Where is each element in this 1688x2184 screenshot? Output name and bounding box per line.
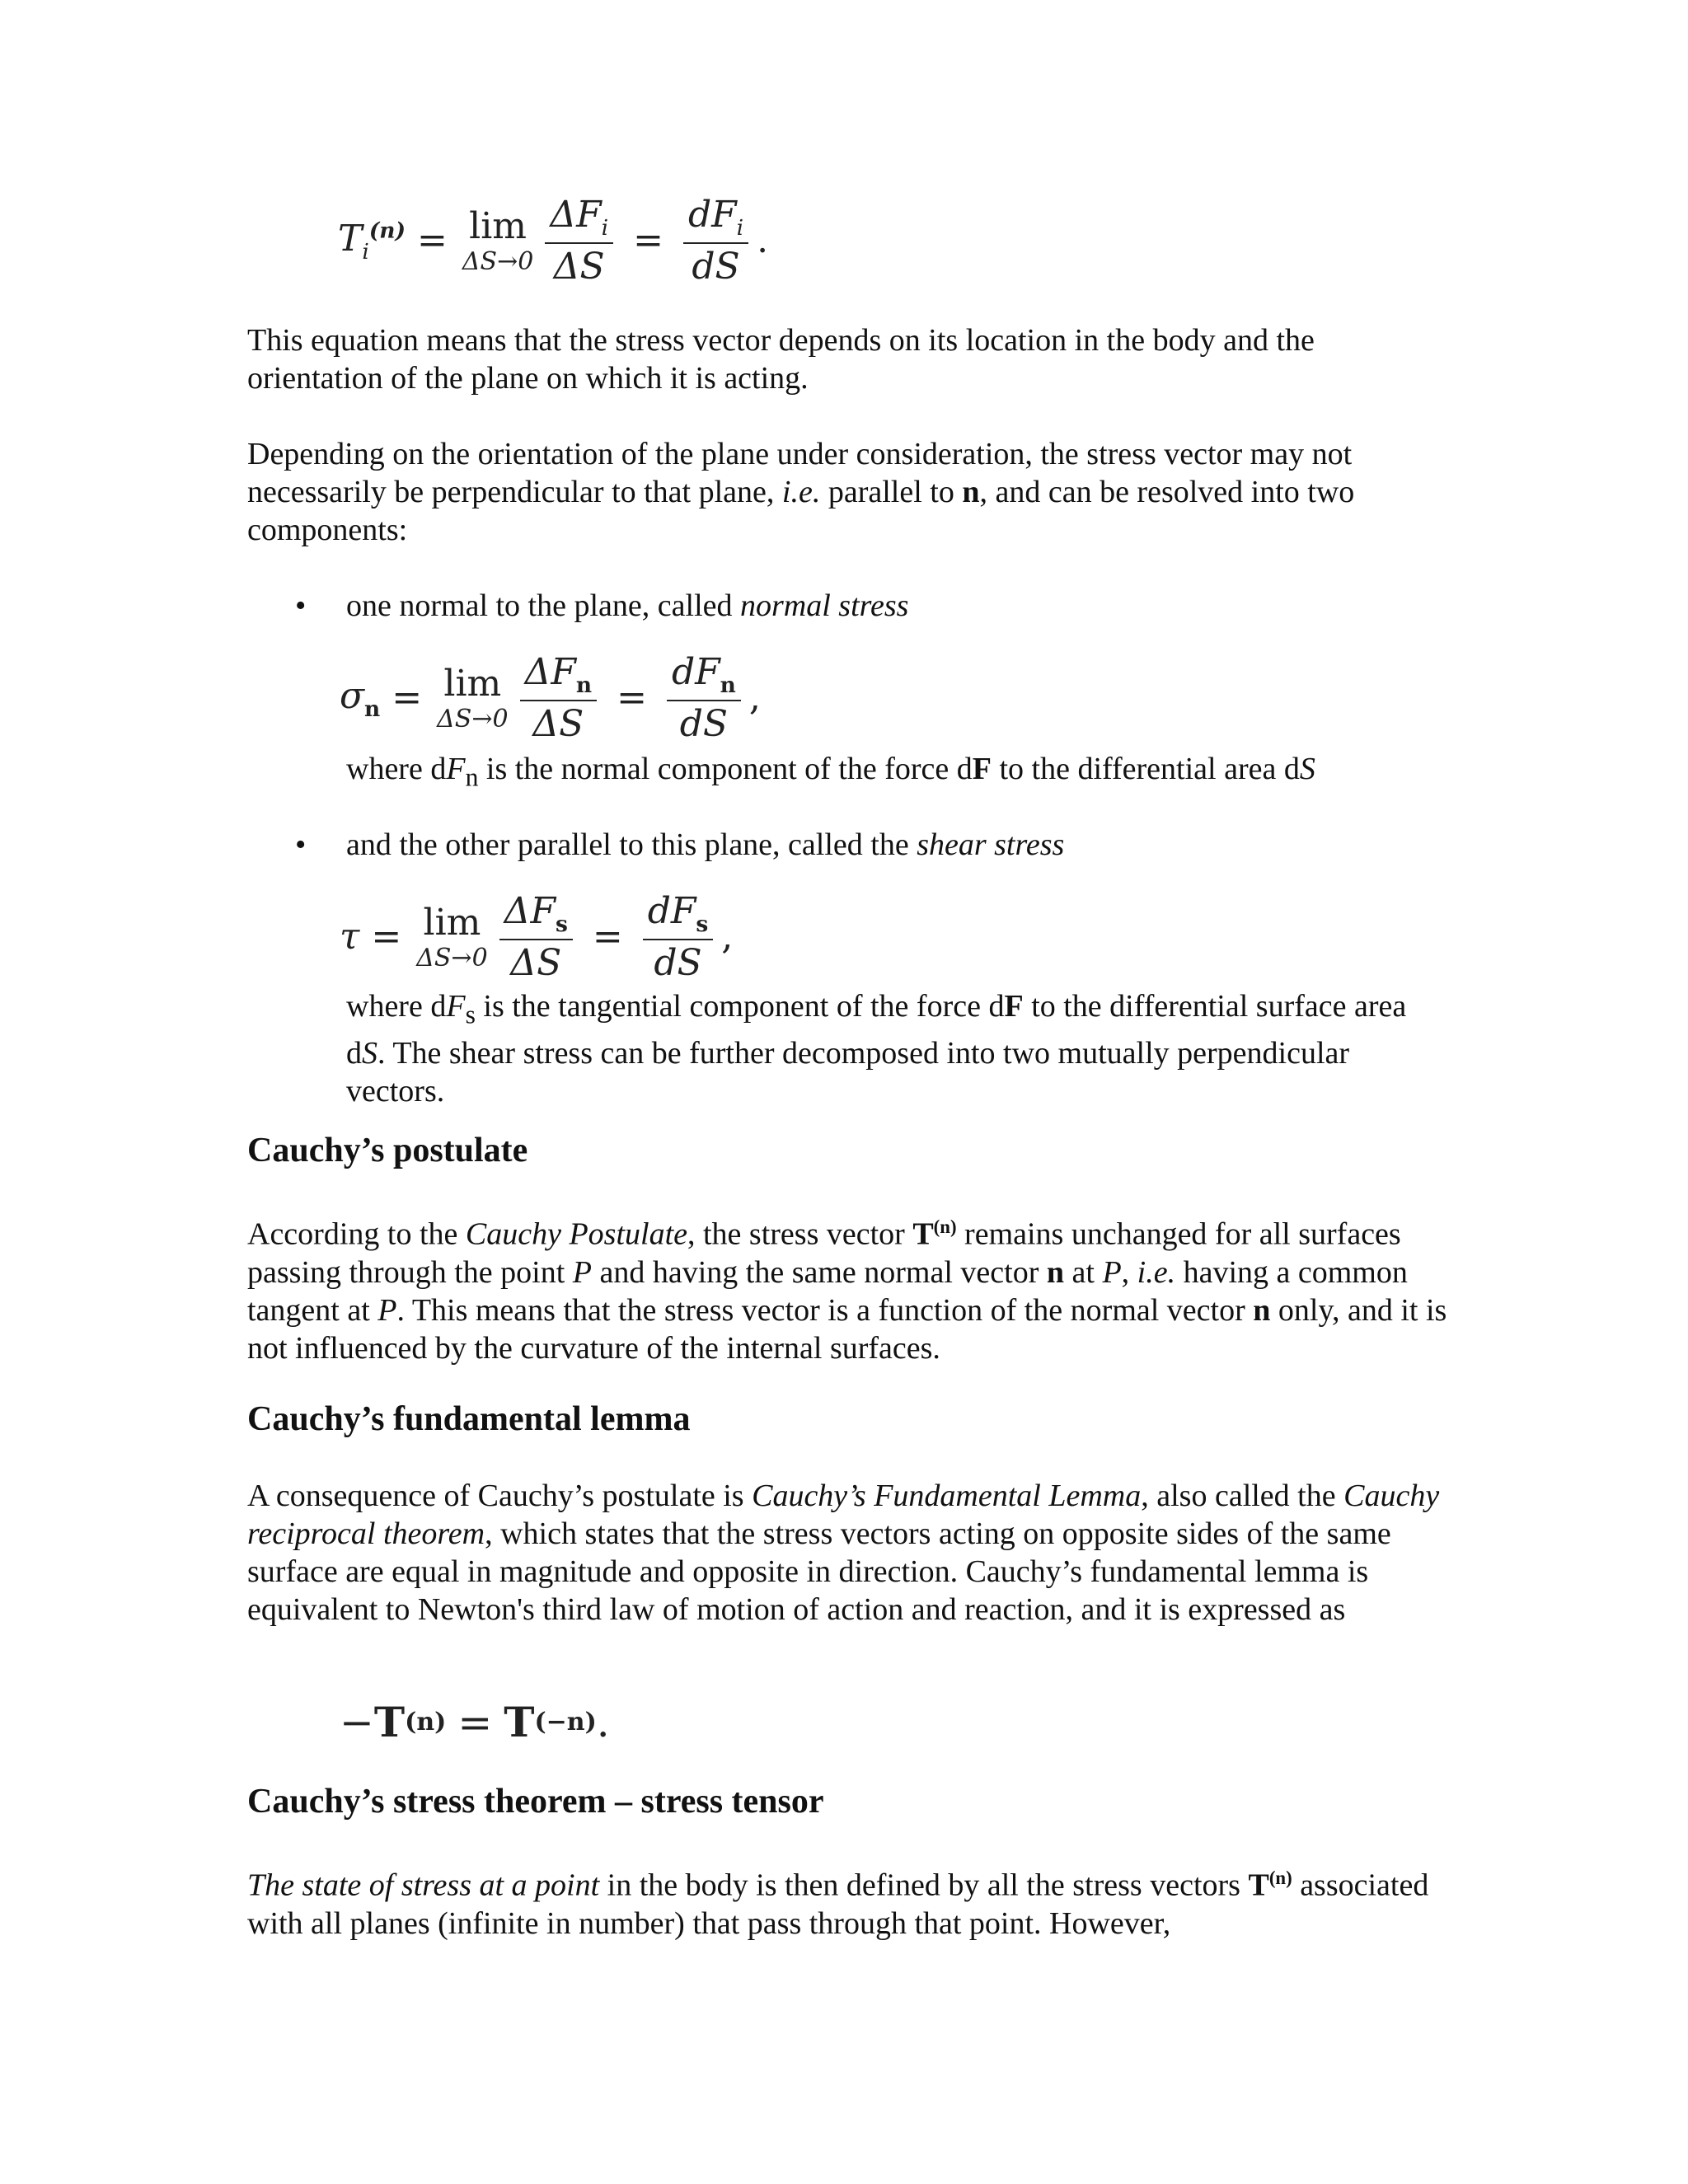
eq2-equals: =: [392, 677, 423, 719]
heading-cauchy-stress-theorem: Cauchy’s stress theorem – stress tensor: [247, 1783, 824, 1821]
eq2-limit: lim ΔS→0: [437, 662, 509, 733]
paragraph-cauchy-postulate: According to the Cauchy Postulate, the stress vector $T^{(n)}$ remains unchanged for all surfaces passing through the point P and having the same normal vector n at P, i.e. having a common tangent at P. This means that the stress vector is a function of the normal vector n only, and it is not influenced by the curvature of the internal surfaces.: [247, 1216, 1447, 1366]
paragraph-orientation: Depending on the orientation of the plane under consideration, the stress vector may not necessarily be perpendicular to that plane, i.e. parallel to n, and can be resolved into two components:: [247, 437, 1355, 547]
equation-stress-vector-limit: [338, 194, 768, 288]
eq2-fraction-differential: $\frac{dF_n}{dS}$: [667, 651, 741, 745]
eq4-period: .: [596, 1698, 610, 1746]
paragraph-fundamental-lemma: A consequence of Cauchy’s postulate is Cauchy’s Fundamental Lemma, also called the Cauchy reciprocal theorem, which states that the stress vectors acting on opposite sides of the same surface are equal in magnitude and opposite in direction. Cauchy’s fundamental lemma is equivalent to Newton's third law of motion of action and reaction, and it is expressed as: [247, 1479, 1440, 1627]
bullet-shear-stress: and the other parallel to this plane, called the shear stress: [346, 827, 1065, 862]
eq2-comma: ,: [748, 677, 761, 719]
eq2-fraction-delta: $\frac{\Delta F_n}{\Delta S}$: [520, 651, 598, 745]
eq4-equals: =: [457, 1698, 493, 1746]
eq1-fraction-delta: $\frac{\Delta F_i}{\Delta S}$: [545, 194, 613, 288]
normal-stress-explanation: where $dF_n$ is the normal component of the force dF to the differential area dS: [346, 752, 1315, 792]
bullet-marker: •: [295, 827, 307, 862]
equation-shear-stress: [340, 890, 733, 984]
paragraph-state-of-stress: The state of stress at a point in the body is then defined by all the stress vectors $T^{(n)}$ associated with all planes (infinite in number) that pass through that point. However,: [247, 1868, 1429, 1941]
eq4-T1: T: [373, 1698, 406, 1746]
eq2-lhs: $\sigma_n$: [340, 674, 381, 722]
bullet-normal-stress: one normal to the plane, called normal stress: [346, 588, 909, 623]
eq3-fraction-delta: $\frac{\Delta F_s}{\Delta S}$: [499, 890, 573, 984]
shear-stress-explanation: where $dF_s$ is the tangential component of the force dF to the differential surface area dS. The shear stress can be further decomposed into two mutually perpendicular vectors.: [346, 989, 1407, 1108]
equation-reciprocal: − T (n) = T (−n) .: [340, 1698, 610, 1746]
heading-cauchy-postulate: Cauchy’s postulate: [247, 1132, 528, 1169]
eq1-period: .: [757, 219, 769, 262]
eq3-comma: ,: [721, 916, 734, 958]
eq2-equals-2: =: [617, 677, 647, 719]
eq1-equals-2: =: [633, 219, 663, 262]
eq1-equals: =: [416, 219, 448, 262]
bullet-marker: •: [295, 588, 307, 623]
eq3-equals-2: =: [592, 916, 623, 958]
eq1-limit: lim ΔS→0: [462, 204, 534, 276]
eq4-T2: T: [504, 1698, 535, 1746]
eq3-lhs: τ: [340, 916, 360, 958]
eq4-minus: −: [340, 1698, 374, 1746]
eq3-fraction-differential: $\frac{dF_s}{dS}$: [643, 890, 714, 984]
eq1-lhs: $T_i^{(n)}$: [338, 217, 406, 265]
equation-normal-stress: [340, 651, 761, 745]
eq1-fraction-differential: $\frac{dF_i}{dS}$: [683, 194, 748, 288]
eq3-equals: =: [371, 916, 402, 958]
heading-cauchy-fundamental-lemma: Cauchy’s fundamental lemma: [247, 1400, 691, 1438]
eq3-limit: lim ΔS→0: [416, 901, 488, 972]
paragraph-stress-location: This equation means that the stress vector depends on its location in the body and the orientation of the plane on which it is acting.: [247, 323, 1315, 396]
